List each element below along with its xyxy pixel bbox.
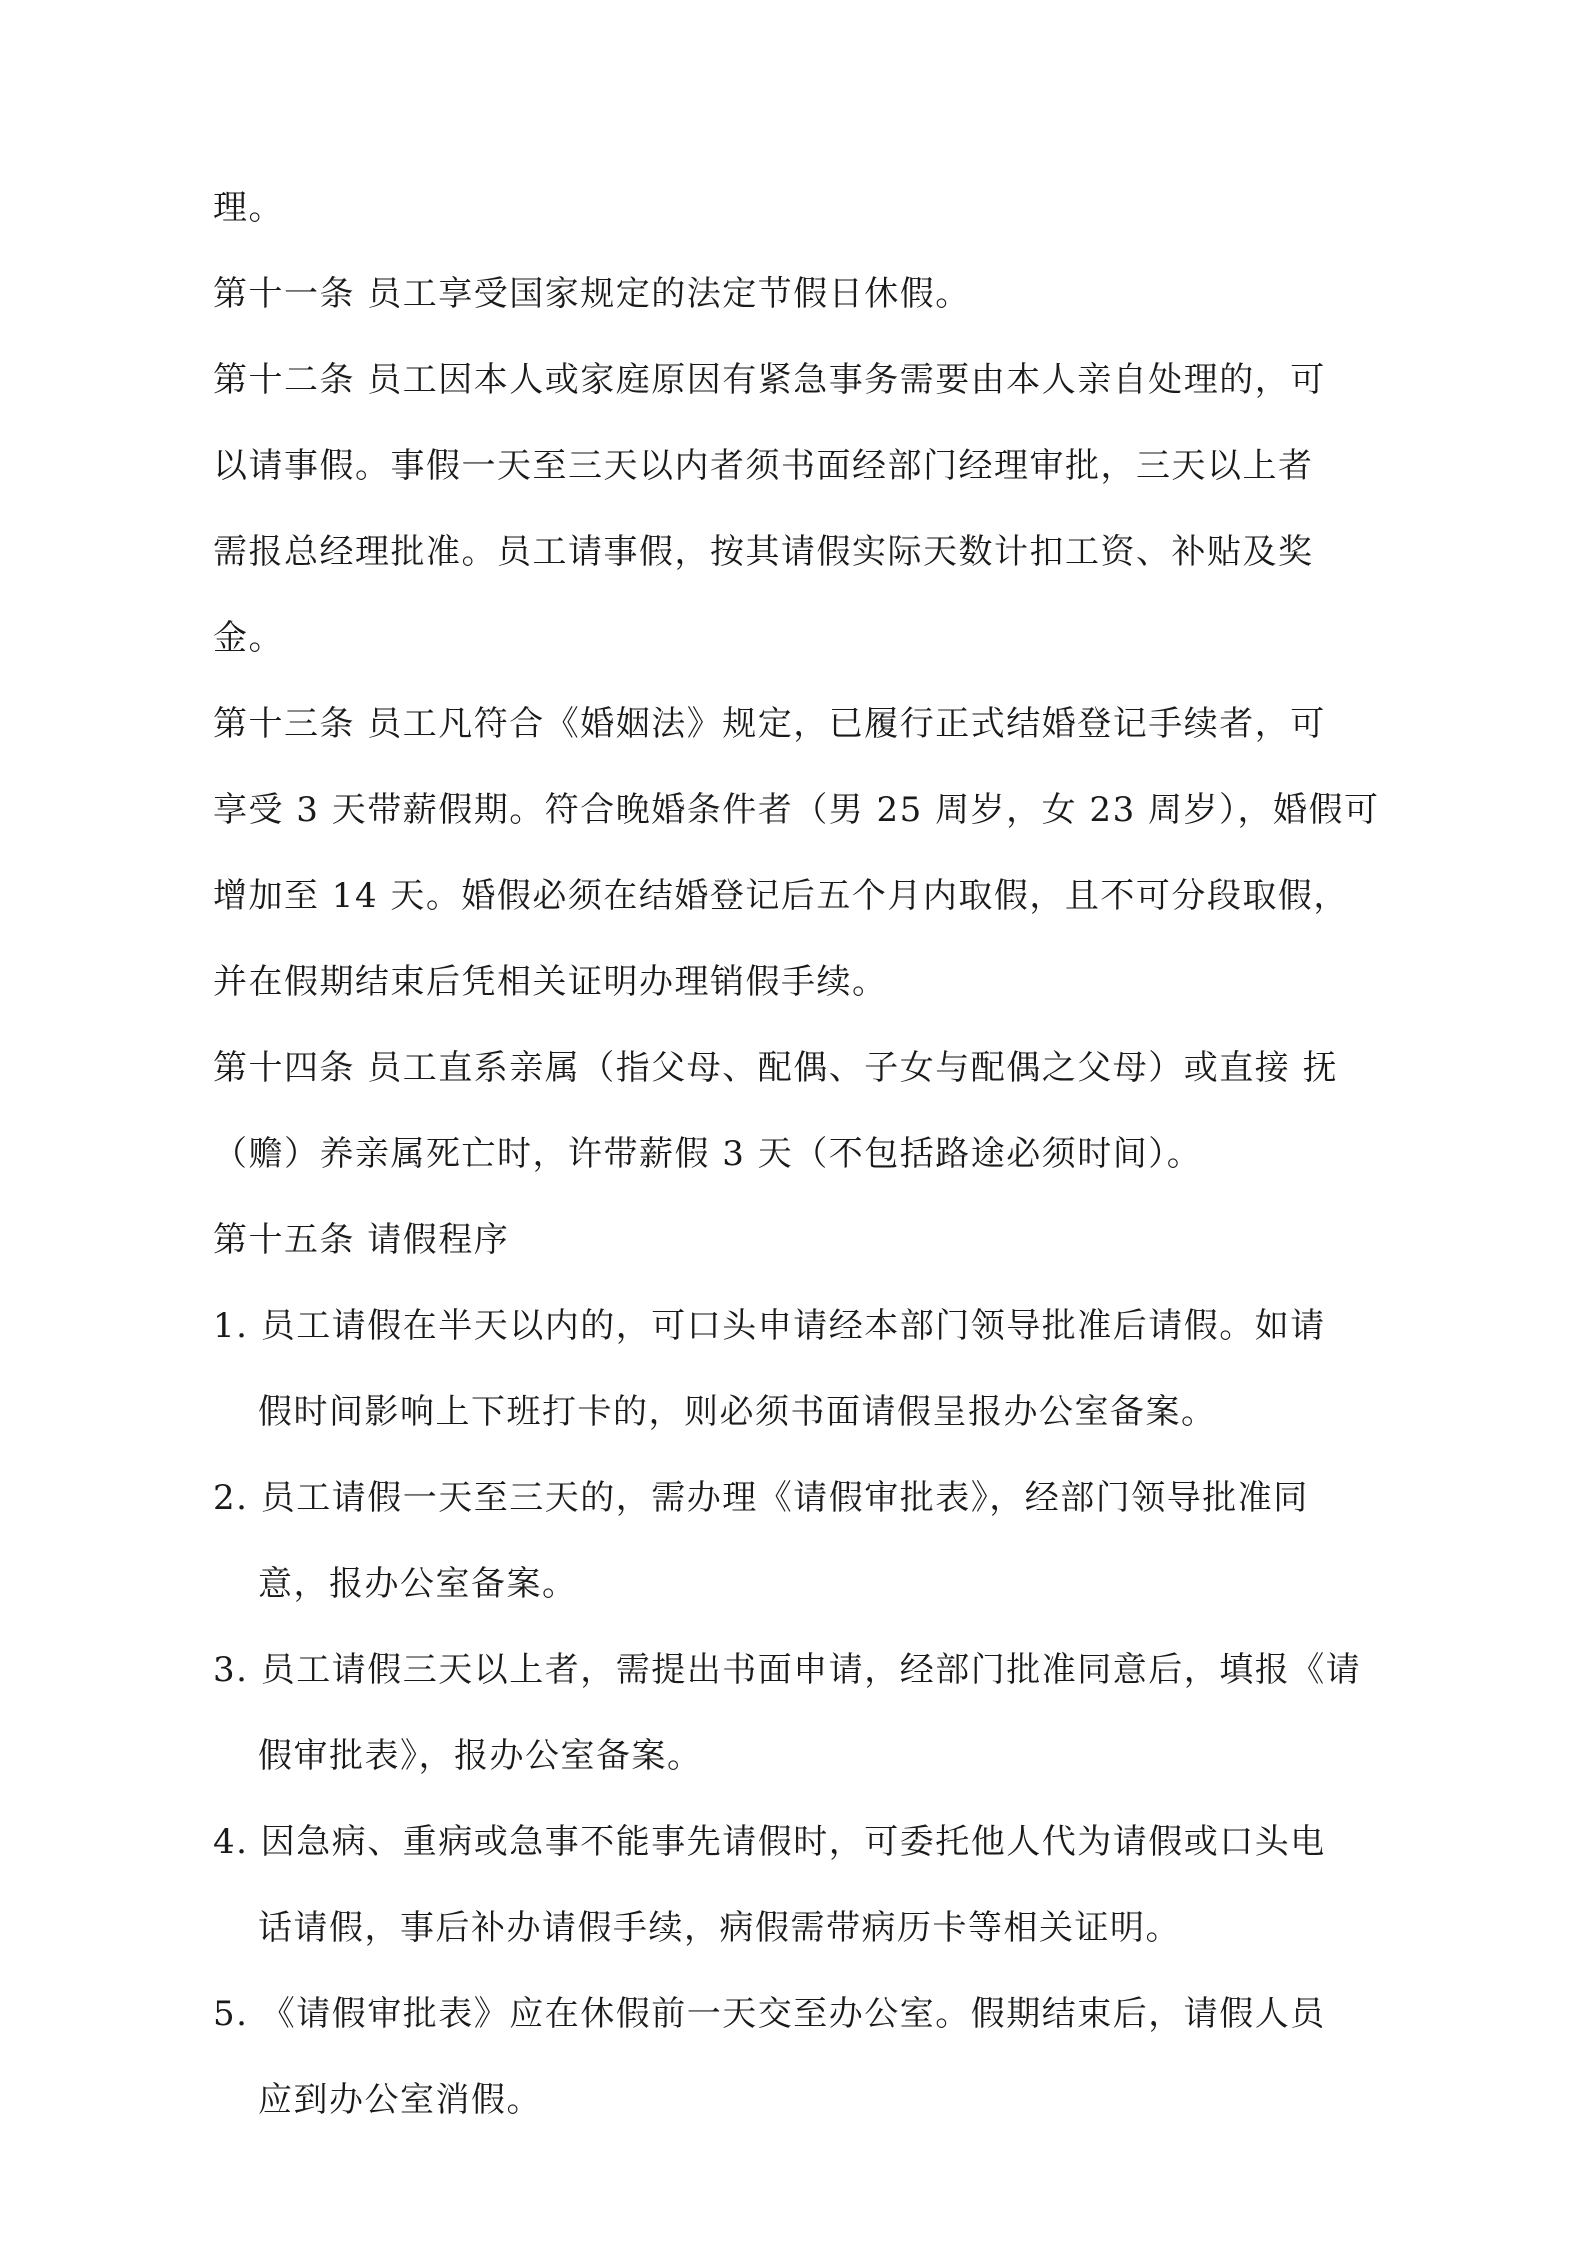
- text-line: 应到办公室消假。: [258, 2080, 542, 2120]
- text-line: 享受 3 天带薪假期。符合晚婚条件者（男 25 周岁，女 23 周岁），婚假可: [213, 790, 1380, 830]
- procedure-item-4: 4. 因急病、重病或急事不能事先请假时，可委托他人代为请假或口头电: [213, 1822, 1326, 1862]
- article-11: 第十一条 员工享受国家规定的法定节假日休假。: [213, 274, 971, 314]
- text-line: 增加至 14 天。婚假必须在结婚登记后五个月内取假，且不可分段取假，: [213, 876, 1349, 916]
- text-line: 金。: [213, 618, 284, 658]
- text-line: 以请事假。事假一天至三天以内者须书面经部门经理审批，三天以上者: [213, 446, 1314, 486]
- text-line: 意，报办公室备案。: [258, 1564, 578, 1604]
- text-line: 假时间影响上下班打卡的，则必须书面请假呈报办公室备案。: [258, 1392, 1217, 1432]
- text-line: 话请假，事后补办请假手续，病假需带病历卡等相关证明。: [258, 1908, 1181, 1948]
- procedure-item-1: 1. 员工请假在半天以内的，可口头申请经本部门领导批准后请假。如请: [213, 1306, 1326, 1346]
- article-15-heading: 第十五条 请假程序: [213, 1220, 510, 1260]
- article-13: 第十三条 员工凡符合《婚姻法》规定，已履行正式结婚登记手续者，可: [213, 704, 1326, 744]
- text-line: 理。: [213, 188, 284, 228]
- article-12: 第十二条 员工因本人或家庭原因有紧急事务需要由本人亲自处理的，可: [213, 360, 1326, 400]
- text-line: 需报总经理批准。员工请事假，按其请假实际天数计扣工资、补贴及奖: [213, 532, 1314, 572]
- article-14: 第十四条 员工直系亲属（指父母、配偶、子女与配偶之父母）或直接 抚: [213, 1048, 1339, 1088]
- text-line: 并在假期结束后凭相关证明办理销假手续。: [213, 962, 888, 1002]
- procedure-item-5: 5. 《请假审批表》应在休假前一天交至办公室。假期结束后，请假人员: [213, 1994, 1326, 2034]
- procedure-item-2: 2. 员工请假一天至三天的，需办理《请假审批表》，经部门领导批准同: [213, 1478, 1309, 1518]
- text-line: 假审批表》，报办公室备案。: [258, 1736, 703, 1776]
- procedure-item-3: 3. 员工请假三天以上者，需提出书面申请，经部门批准同意后，填报《请: [213, 1650, 1362, 1690]
- text-line: （赡）养亲属死亡时，许带薪假 3 天（不包括路途必须时间）。: [213, 1134, 1203, 1174]
